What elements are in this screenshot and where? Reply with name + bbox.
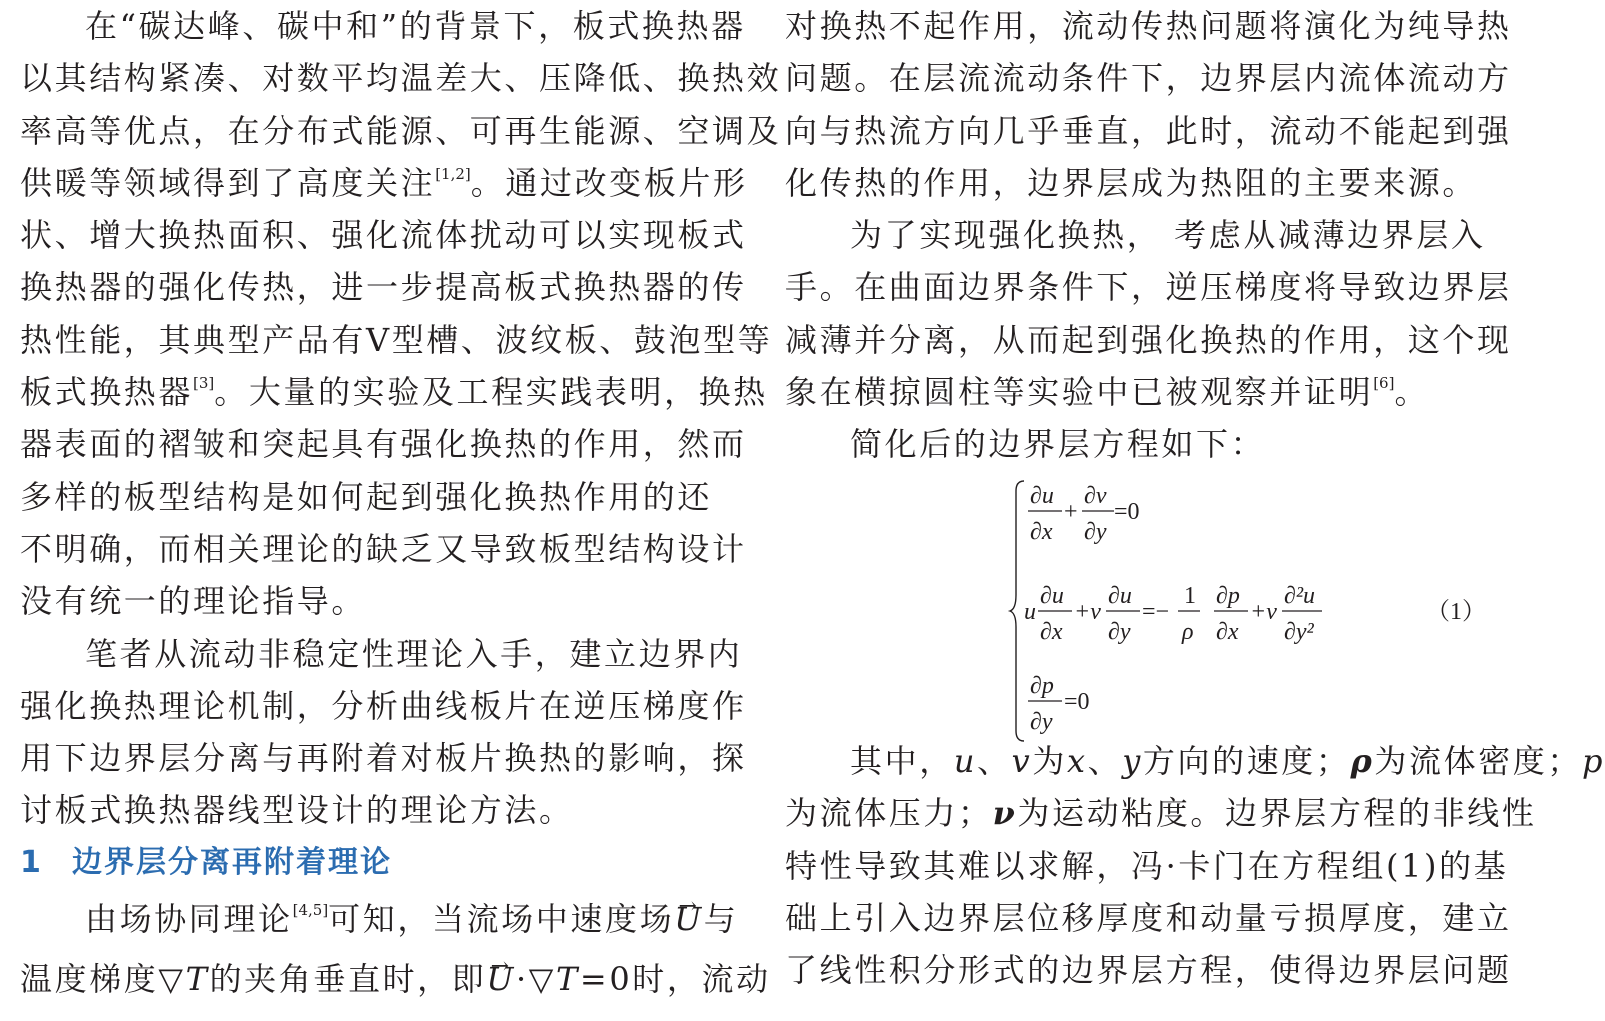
frac-denominator: ∂x xyxy=(1030,519,1053,545)
conduction-paragraph xyxy=(785,0,1512,209)
operator: +v xyxy=(1074,599,1101,625)
text-line: 简化后的边界层方程如下： xyxy=(850,425,1266,464)
citation-ref: [3] xyxy=(193,374,215,393)
variables-paragraph xyxy=(785,735,1605,996)
equals-rhs: =0 xyxy=(1114,499,1140,525)
text-line: 为了实现强化换热， 考虑从减薄边界层入 xyxy=(850,216,1486,255)
temperature-symbol: T xyxy=(555,960,580,999)
frac-numerator: ∂u xyxy=(1030,483,1054,509)
velocity-vector-symbol: → U xyxy=(674,889,704,949)
section-title: 边界层分离再附着理论 xyxy=(72,844,392,880)
text-segment: 象在横掠圆柱等实验中已被观察并证明 xyxy=(785,373,1374,412)
dot-operator: · xyxy=(515,960,529,999)
text-line: 换热器的强化传热，进一步提高板式换热器的传 xyxy=(20,268,747,307)
text-segment: 为运动粘度。边界层方程的非线性 xyxy=(1017,794,1537,833)
text-line xyxy=(20,949,771,1009)
text-line: 手。在曲面边界条件下，逆压梯度将导致边界层 xyxy=(785,268,1512,307)
var-y: y xyxy=(1122,742,1143,780)
text-line: 问题。在层流流动条件下，边界层内流体流动方 xyxy=(785,59,1512,98)
text-line: 笔者从流动非稳定性理论入手，建立边界内 xyxy=(85,634,743,673)
text-line xyxy=(20,366,768,418)
var-x: x xyxy=(1066,742,1088,780)
section-heading xyxy=(20,837,718,889)
section-number: 1 xyxy=(20,844,43,880)
var-u: u xyxy=(1024,599,1036,625)
text-line: 了线性积分形式的边界层方程，使得边界层问题 xyxy=(785,951,1512,990)
citation-ref: [1,2] xyxy=(435,164,471,183)
text-segment: 。 xyxy=(1394,373,1430,412)
equation-number: （1） xyxy=(1426,599,1486,625)
text-line xyxy=(785,787,1605,839)
text-line: 减薄并分离，从而起到强化换热的作用，这个现 xyxy=(785,320,1512,359)
var-v: v xyxy=(1011,742,1033,780)
text-line xyxy=(785,366,1485,418)
text-line xyxy=(20,157,748,209)
text-line: 以其结构紧凑、对数平均温差大、压降低、换热效 xyxy=(20,59,782,98)
text-line: 对换热不起作用，流动传热问题将演化为纯导热 xyxy=(785,7,1512,45)
text-segment: 温度梯度 xyxy=(20,960,159,999)
text-line: 在“碳达峰、碳中和”的背景下，板式换热器 xyxy=(85,7,746,45)
text-segment: 。大量的实验及工程实践表明，换热 xyxy=(214,373,768,412)
citation-ref: [4,5] xyxy=(292,901,329,920)
temperature-symbol: T xyxy=(185,960,210,999)
text-line: 向与热流方向几乎垂直，此时，流动不能起到强 xyxy=(785,111,1512,150)
var-p: p xyxy=(1582,742,1605,780)
text-line: 没有统一的理论指导。 xyxy=(20,582,367,621)
citation-ref: [6] xyxy=(1373,374,1395,393)
frac-numerator: ∂u xyxy=(1040,583,1064,609)
frac-denominator: ∂x xyxy=(1216,619,1239,645)
nabla-symbol: ▽ xyxy=(158,960,186,999)
operator: +ν xyxy=(1250,599,1277,625)
pressure-equation xyxy=(1028,673,1090,735)
text-line: 化传热的作用，边界层成为热阻的主要来源。 xyxy=(785,163,1478,202)
frac-numerator: ∂v xyxy=(1084,483,1107,509)
text-line: 多样的板型结构是如何起到强化换热作用的还 xyxy=(20,477,713,516)
separator: 、 xyxy=(1087,742,1123,780)
boundary-layer-equation xyxy=(1010,475,1490,745)
method-paragraph xyxy=(20,628,747,837)
left-column xyxy=(20,0,782,1009)
text-line: 特性导致其难以求解，冯·卡门在方程组(1)的基 xyxy=(785,846,1509,885)
separator: 、 xyxy=(977,742,1012,780)
var-rho: ρ xyxy=(1350,742,1375,780)
text-segment: 与 xyxy=(703,900,739,939)
frac-numerator: 1 xyxy=(1184,583,1196,609)
text-line: 热性能，其典型产品有V型槽、波纹板、鼓泡型等 xyxy=(20,320,773,359)
thinning-paragraph xyxy=(785,209,1512,418)
text-line: 强化换热理论机制，分析曲线板片在逆压梯度作 xyxy=(20,686,747,725)
text-line: 用下边界层分离与再附着对板片换热的影响，探 xyxy=(20,739,747,778)
frac-denominator: ∂y xyxy=(1084,519,1107,545)
nabla-symbol: ▽ xyxy=(528,960,556,999)
text-segment: 其中， xyxy=(850,742,954,780)
text-segment: 方向的速度； xyxy=(1142,742,1351,780)
var-nu: ν xyxy=(992,794,1018,833)
text-line: 率高等优点，在分布式能源、可再生能源、空调及 xyxy=(20,111,782,150)
equation-intro xyxy=(785,418,1485,470)
frac-denominator: ∂y² xyxy=(1284,619,1314,645)
text-segment: 可知，当流场中速度场 xyxy=(328,900,675,939)
text-line: 讨板式换热器线型设计的理论方法。 xyxy=(20,791,574,830)
velocity-vector-symbol: → U xyxy=(486,949,516,1009)
continuity-equation xyxy=(1028,483,1140,545)
text-segment: 供暖等领域得到了高度关注 xyxy=(20,163,436,202)
field-synergy-paragraph xyxy=(20,889,771,1009)
momentum-equation xyxy=(1024,583,1322,645)
text-line: 不明确，而相关理论的缺乏又导致板型结构设计 xyxy=(20,529,747,568)
text-segment: 为流体压力； xyxy=(785,794,993,833)
frac-denominator: ∂y xyxy=(1108,619,1131,645)
var-u: u xyxy=(953,742,978,780)
text-line: 础上引入边界层位移厚度和动量亏损厚度，建立 xyxy=(785,898,1512,937)
operator: + xyxy=(1064,499,1078,525)
frac-numerator: ∂u xyxy=(1108,583,1132,609)
text-segment: 为流体密度； xyxy=(1374,742,1582,780)
text-segment: 板式换热器 xyxy=(20,373,194,412)
text-segment: 为 xyxy=(1032,742,1067,780)
frac-numerator: ∂p xyxy=(1216,583,1240,609)
text-segment: 的夹角垂直时，即 xyxy=(209,960,487,999)
equals-rhs: =0 xyxy=(1064,689,1090,715)
frac-denominator: ∂x xyxy=(1040,619,1063,645)
frac-denominator: ρ xyxy=(1182,619,1194,645)
operator: =− xyxy=(1142,599,1170,625)
text-segment: =0时，流动 xyxy=(579,960,771,999)
left-brace xyxy=(1010,481,1024,741)
frac-numerator: ∂p xyxy=(1030,673,1054,699)
text-segment: 由场协同理论 xyxy=(85,900,293,939)
text-line: 状、增大换热面积、强化流体扰动可以实现板式 xyxy=(20,216,747,255)
frac-numerator: ∂²u xyxy=(1284,583,1316,609)
text-segment: 。通过改变板片形 xyxy=(470,163,748,202)
text-line: 器表面的褶皱和突起具有强化换热的作用，然而 xyxy=(20,425,747,464)
intro-paragraph xyxy=(20,0,782,628)
text-line xyxy=(20,889,739,949)
frac-denominator: ∂y xyxy=(1030,709,1053,735)
